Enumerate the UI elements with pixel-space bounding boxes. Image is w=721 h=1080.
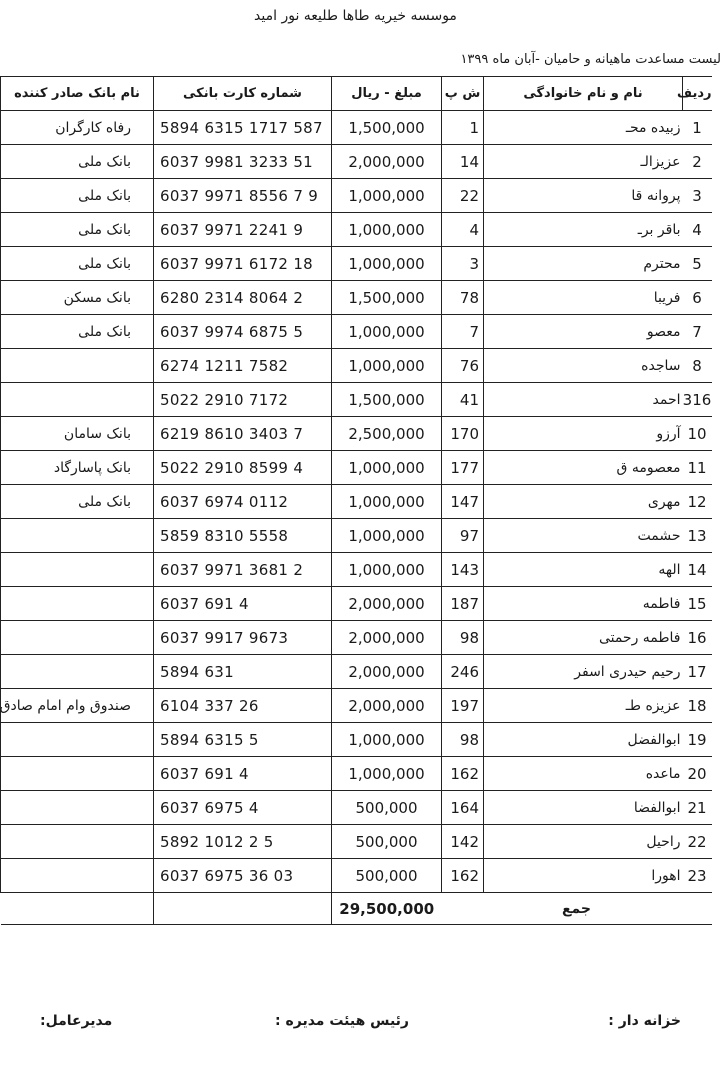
table-row xyxy=(1,519,712,553)
amount-cell: 1,000,000 xyxy=(332,451,442,485)
table-row xyxy=(1,349,712,383)
file-number-cell: 22 xyxy=(442,179,484,213)
name-cell: آرزو xyxy=(484,417,683,451)
file-number-cell: 170 xyxy=(442,417,484,451)
column-header-idx: ردیف xyxy=(683,77,712,111)
name-cell: محترم xyxy=(484,247,683,281)
card-number-cell: 6037 9917 9673 xyxy=(154,621,332,655)
column-header-amount: مبلغ - ریال xyxy=(332,77,442,111)
total-label: جمع xyxy=(442,893,712,925)
amount-cell: 1,000,000 xyxy=(332,315,442,349)
bank-cell: بانک ملی xyxy=(1,179,154,213)
name-cell: فاطمه xyxy=(484,587,683,621)
bank-cell: صندوق وام امام صادق xyxy=(1,689,154,723)
table-row xyxy=(1,587,712,621)
file-number-cell: 78 xyxy=(442,281,484,315)
row-index-cell: 3 xyxy=(683,179,712,213)
name-cell: ساجده xyxy=(484,349,683,383)
bank-cell xyxy=(1,519,154,553)
file-number-cell: 98 xyxy=(442,723,484,757)
row-index-cell: 8 xyxy=(683,349,712,383)
table-row xyxy=(1,179,712,213)
amount-cell: 1,000,000 xyxy=(332,723,442,757)
amount-cell: 2,000,000 xyxy=(332,655,442,689)
amount-cell: 1,500,000 xyxy=(332,281,442,315)
row-index-cell: 16 xyxy=(683,621,712,655)
file-number-cell: 162 xyxy=(442,859,484,893)
file-number-cell: 164 xyxy=(442,791,484,825)
table-row xyxy=(1,111,712,145)
row-index-cell: 15 xyxy=(683,587,712,621)
column-header-name: نام و نام خانوادگی xyxy=(484,77,683,111)
bank-cell xyxy=(1,349,154,383)
table-header-row xyxy=(1,77,712,111)
file-number-cell: 162 xyxy=(442,757,484,791)
name-cell: پروانه قا xyxy=(484,179,683,213)
total-blank-bank xyxy=(1,893,154,925)
board-chair-signature-label: رئیس هیئت مدیره : xyxy=(275,1013,409,1029)
file-number-cell: 98 xyxy=(442,621,484,655)
bank-cell: بانک مسکن xyxy=(1,281,154,315)
bank-cell xyxy=(1,383,154,417)
bank-cell: بانک پاسارگاد xyxy=(1,451,154,485)
table-row xyxy=(1,451,712,485)
table-row xyxy=(1,825,712,859)
bank-cell: بانک سامان xyxy=(1,417,154,451)
name-cell: حشمت xyxy=(484,519,683,553)
name-cell: فاطمه رحمتی xyxy=(484,621,683,655)
table-row xyxy=(1,655,712,689)
file-number-cell: 7 xyxy=(442,315,484,349)
card-number-cell: 6037 6974 0112 xyxy=(154,485,332,519)
total-amount: 29,500,000 xyxy=(332,893,442,925)
name-cell: ماعده xyxy=(484,757,683,791)
name-cell: ابوالفضل xyxy=(484,723,683,757)
table-row xyxy=(1,417,712,451)
row-index-cell: 17 xyxy=(683,655,712,689)
card-number-cell: 6037 9971 8556 7 9 xyxy=(154,179,332,213)
card-number-cell: 6280 2314 8064 2 xyxy=(154,281,332,315)
treasurer-signature-label: خزانه دار : xyxy=(608,1013,681,1029)
bank-cell xyxy=(1,859,154,893)
bank-cell: بانک ملی xyxy=(1,213,154,247)
row-index-cell: 11 xyxy=(683,451,712,485)
name-cell: رحیم حیدری اسفر xyxy=(484,655,683,689)
row-index-cell: 7 xyxy=(683,315,712,349)
file-number-cell: 3 xyxy=(442,247,484,281)
file-number-cell: 246 xyxy=(442,655,484,689)
file-number-cell: 147 xyxy=(442,485,484,519)
name-cell: راحیل xyxy=(484,825,683,859)
name-cell: عزیزالـ xyxy=(484,145,683,179)
bank-cell: بانک ملی xyxy=(1,145,154,179)
row-index-cell: 14 xyxy=(683,553,712,587)
file-number-cell: 97 xyxy=(442,519,484,553)
row-index-cell: 22 xyxy=(683,825,712,859)
table-row xyxy=(1,145,712,179)
row-index-cell: 316 xyxy=(683,383,712,417)
amount-cell: 1,000,000 xyxy=(332,485,442,519)
file-number-cell: 177 xyxy=(442,451,484,485)
amount-cell: 1,000,000 xyxy=(332,179,442,213)
card-number-cell: 6037 691 4 xyxy=(154,757,332,791)
bank-cell xyxy=(1,757,154,791)
name-cell: الهه xyxy=(484,553,683,587)
bank-cell xyxy=(1,723,154,757)
name-cell: مهری xyxy=(484,485,683,519)
row-index-cell: 2 xyxy=(683,145,712,179)
bank-cell: بانک ملی xyxy=(1,485,154,519)
row-index-cell: 21 xyxy=(683,791,712,825)
table-row xyxy=(1,383,712,417)
card-number-cell: 6037 6975 4 xyxy=(154,791,332,825)
card-number-cell: 6037 9971 6172 18 xyxy=(154,247,332,281)
row-index-cell: 1 xyxy=(683,111,712,145)
card-number-cell: 5892 1012 2 5 xyxy=(154,825,332,859)
row-index-cell: 19 xyxy=(683,723,712,757)
name-cell: فریبا xyxy=(484,281,683,315)
file-number-cell: 41 xyxy=(442,383,484,417)
card-number-cell: 6037 6975 36 03 xyxy=(154,859,332,893)
total-row xyxy=(1,893,712,925)
bank-cell xyxy=(1,553,154,587)
card-number-cell: 5859 8310 5558 xyxy=(154,519,332,553)
file-number-cell: 142 xyxy=(442,825,484,859)
amount-cell: 1,000,000 xyxy=(332,349,442,383)
row-index-cell: 6 xyxy=(683,281,712,315)
bank-cell xyxy=(1,621,154,655)
card-number-cell: 6274 1211 7582 xyxy=(154,349,332,383)
row-index-cell: 5 xyxy=(683,247,712,281)
name-cell: ابوالفضا xyxy=(484,791,683,825)
file-number-cell: 197 xyxy=(442,689,484,723)
name-cell: احمد xyxy=(484,383,683,417)
bank-cell xyxy=(1,825,154,859)
amount-cell: 1,000,000 xyxy=(332,213,442,247)
table-row xyxy=(1,723,712,757)
amount-cell: 2,000,000 xyxy=(332,689,442,723)
bank-cell xyxy=(1,587,154,621)
column-header-bank: نام بانک صادر کننده xyxy=(1,77,154,111)
card-number-cell: 6037 691 4 xyxy=(154,587,332,621)
amount-cell: 1,000,000 xyxy=(332,247,442,281)
card-number-cell: 6219 8610 3403 7 xyxy=(154,417,332,451)
column-header-card: شماره کارت بانکی xyxy=(154,77,332,111)
card-number-cell: 6037 9971 2241 9 xyxy=(154,213,332,247)
table-row xyxy=(1,757,712,791)
table-row xyxy=(1,485,712,519)
card-number-cell: 6037 9971 3681 2 xyxy=(154,553,332,587)
name-cell: زبیده محـ xyxy=(484,111,683,145)
amount-cell: 2,500,000 xyxy=(332,417,442,451)
row-index-cell: 20 xyxy=(683,757,712,791)
amount-cell: 2,000,000 xyxy=(332,587,442,621)
payment-table xyxy=(0,76,712,925)
table-row xyxy=(1,859,712,893)
table-row xyxy=(1,213,712,247)
organization-title: موسسه خیریه طاها طلیعه نور امید xyxy=(254,8,457,24)
table-row xyxy=(1,553,712,587)
amount-cell: 2,000,000 xyxy=(332,145,442,179)
file-number-cell: 1 xyxy=(442,111,484,145)
file-number-cell: 143 xyxy=(442,553,484,587)
bank-cell xyxy=(1,791,154,825)
card-number-cell: 5894 631 xyxy=(154,655,332,689)
amount-cell: 1,000,000 xyxy=(332,519,442,553)
file-number-cell: 14 xyxy=(442,145,484,179)
file-number-cell: 4 xyxy=(442,213,484,247)
amount-cell: 500,000 xyxy=(332,859,442,893)
bank-cell xyxy=(1,655,154,689)
amount-cell: 1,500,000 xyxy=(332,383,442,417)
bank-cell: بانک ملی xyxy=(1,247,154,281)
card-number-cell: 6104 337 26 xyxy=(154,689,332,723)
table-row xyxy=(1,315,712,349)
table-row xyxy=(1,621,712,655)
table-row xyxy=(1,281,712,315)
document-subtitle: لیست مساعدت ماهیانه و حامیان -آبان ماه ۱۳۹۹ xyxy=(460,52,721,67)
row-index-cell: 4 xyxy=(683,213,712,247)
bank-cell: رفاه کارگران xyxy=(1,111,154,145)
amount-cell: 1,500,000 xyxy=(332,111,442,145)
total-blank-card xyxy=(154,893,332,925)
amount-cell: 500,000 xyxy=(332,791,442,825)
name-cell: باقر برـ xyxy=(484,213,683,247)
file-number-cell: 187 xyxy=(442,587,484,621)
amount-cell: 500,000 xyxy=(332,825,442,859)
name-cell: معصومه ق xyxy=(484,451,683,485)
amount-cell: 2,000,000 xyxy=(332,621,442,655)
card-number-cell: 5022 2910 7172 xyxy=(154,383,332,417)
bank-cell: بانک ملی xyxy=(1,315,154,349)
table-row xyxy=(1,689,712,723)
name-cell: معصو xyxy=(484,315,683,349)
row-index-cell: 10 xyxy=(683,417,712,451)
column-header-file-no: ش پ xyxy=(442,77,484,111)
ceo-signature-label: مدیرعامل: xyxy=(40,1013,113,1029)
row-index-cell: 23 xyxy=(683,859,712,893)
row-index-cell: 13 xyxy=(683,519,712,553)
row-index-cell: 12 xyxy=(683,485,712,519)
file-number-cell: 76 xyxy=(442,349,484,383)
name-cell: عزیزه طـ xyxy=(484,689,683,723)
table-row xyxy=(1,247,712,281)
row-index-cell: 18 xyxy=(683,689,712,723)
card-number-cell: 5022 2910 8599 4 xyxy=(154,451,332,485)
card-number-cell: 5894 6315 1717 587 xyxy=(154,111,332,145)
name-cell: اهورا xyxy=(484,859,683,893)
card-number-cell: 5894 6315 5 xyxy=(154,723,332,757)
table-row xyxy=(1,791,712,825)
amount-cell: 1,000,000 xyxy=(332,553,442,587)
card-number-cell: 6037 9981 3233 51 xyxy=(154,145,332,179)
amount-cell: 1,000,000 xyxy=(332,757,442,791)
card-number-cell: 6037 9974 6875 5 xyxy=(154,315,332,349)
